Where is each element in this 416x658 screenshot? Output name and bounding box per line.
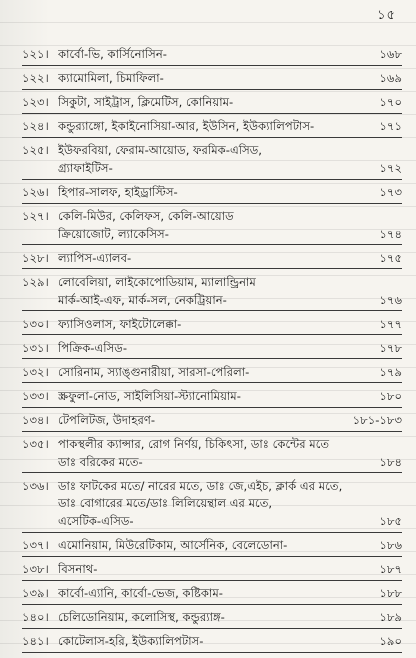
entry-title: ডাঃ বোগারের মতে/ডাঃ লিলিয়েন্থাল এর মতে, <box>58 496 273 511</box>
divider-rule <box>22 407 402 408</box>
entry-number: ১২৯। <box>22 274 49 289</box>
entry-title: গ্র্যাফাইটিস- <box>58 160 113 175</box>
toc-entry-line <box>22 208 402 226</box>
toc-entry <box>22 340 402 360</box>
divider-rule <box>22 604 402 605</box>
toc-entry-line <box>22 46 402 64</box>
divider-rule <box>22 652 402 653</box>
entry-number: ১২১। <box>22 47 49 61</box>
entry-title: স্ক্রফুলা-নোড, সাইলিসিয়া-স্ট্যানোমিয়াম- <box>58 388 241 403</box>
entry-title: চেলিডোনিয়াম, কলোসিস্থ, কন্ডুর‍্যাঙ্গ- <box>58 610 225 625</box>
entry-page-ref: ১৮৫ <box>379 513 402 528</box>
entry-number: ১৩০। <box>22 316 49 331</box>
entry-page-ref: ১৭১ <box>379 119 402 134</box>
toc-entry-line <box>22 160 402 178</box>
entry-number: ১২৩। <box>22 95 49 110</box>
entry-title: এসেটিক-এসিড- <box>58 513 134 528</box>
entry-title: টেপলিটজ, উদাহরণ- <box>58 413 156 427</box>
divider-rule <box>22 382 402 383</box>
toc-entry <box>22 70 402 90</box>
entry-number: ১২২। <box>22 71 49 86</box>
toc-entry <box>22 412 402 432</box>
entry-page-ref: ১৭৮ <box>379 340 402 355</box>
entry-page-ref: ১৮৬ <box>379 538 402 553</box>
entry-title: ল্যাপিস-এ্যালব- <box>58 250 132 265</box>
toc-entry-line <box>22 142 402 160</box>
entry-page-ref: ১৭০ <box>379 95 402 110</box>
divider-rule <box>22 310 402 311</box>
entry-title: কার্বো-ভি, কার্সিনোসিন- <box>58 47 167 61</box>
entry-page-ref: ১৮০ <box>379 388 402 403</box>
toc-entry-line <box>22 274 402 292</box>
entry-number: ১৩৭। <box>22 538 49 553</box>
toc-entry <box>22 142 402 179</box>
toc-entry-line <box>22 250 402 268</box>
toc-entry <box>22 46 402 66</box>
entry-number: ১৩৬। <box>22 478 49 493</box>
toc-entry-line <box>22 561 402 579</box>
toc-entry-line <box>22 478 402 496</box>
entry-title: ক্যামোমিলা, চিমাফিলা- <box>58 71 164 86</box>
toc-entry <box>22 609 402 629</box>
toc-entry <box>22 585 402 605</box>
entry-title: মার্ক-আই-এফ, মার্ক-সল, নেকট্রিয়ান- <box>58 292 227 307</box>
entry-title: সোরিনাম, স্যাঙ্গুনারীয়া, সারসা-পেরিলা- <box>58 364 250 379</box>
toc-entry-line <box>22 585 402 603</box>
toc-entry-line <box>22 537 402 555</box>
entry-page-ref: ১৭৩ <box>379 185 402 200</box>
entry-number: ১৩৯। <box>22 586 49 601</box>
divider-rule <box>22 137 402 138</box>
entry-page-ref: ১৮১-১৮৩ <box>352 413 402 427</box>
toc-entry-line <box>22 412 402 430</box>
entry-page-ref: ১৮৪ <box>379 454 402 469</box>
entry-number: ১৩৩। <box>22 388 49 403</box>
entry-title: ডাঃ বরিকের মতে- <box>58 454 143 469</box>
toc-entry <box>22 118 402 138</box>
entry-number: ১৪০। <box>22 610 49 625</box>
entry-page-ref: ১৮৮ <box>379 586 402 601</box>
toc-entry <box>22 274 402 311</box>
entry-title: পাকস্থলীর ক্যান্সার, রোগ নির্ণয়, চিকিৎসা, ডাঃ কেন্টের মতে <box>58 437 330 452</box>
entry-title: পিক্রিক-এসিড- <box>58 340 128 355</box>
entry-page-ref: ১৭৯ <box>379 364 402 379</box>
divider-rule <box>22 268 402 269</box>
divider-rule <box>22 113 402 114</box>
entry-page-ref: ১৮৭ <box>379 562 402 577</box>
toc-entry <box>22 478 402 533</box>
entry-page-ref: ১৭৪ <box>379 226 402 241</box>
toc-entry-line <box>22 340 402 358</box>
toc-entry <box>22 561 402 581</box>
toc-entry-line <box>22 94 402 112</box>
entry-number: ১৩৫। <box>22 437 49 452</box>
toc-entry <box>22 184 402 204</box>
toc-entry-line <box>22 633 402 651</box>
entry-page-ref: ১৬৯ <box>379 71 402 86</box>
divider-rule <box>22 358 402 359</box>
entry-title: কন্ডুর‍্যাঙ্গো, ইকাইনোসিয়া-আর, ইউসিন, ইউক্যালিপটাস- <box>58 119 315 134</box>
entry-page-ref: ১৭৫ <box>379 250 402 265</box>
toc-entry-line <box>22 184 402 202</box>
entry-number: ১৩৪। <box>22 413 49 427</box>
toc-entry <box>22 250 402 270</box>
divider-rule <box>22 472 402 473</box>
toc-entry-line <box>22 436 402 454</box>
entry-title: ডাঃ ফাটকের মতে/ নারের মতে, ডাঃ জে,এইচ, ক্লার্ক এর মতে, <box>58 478 343 493</box>
divider-rule <box>22 65 402 66</box>
toc-entry-line <box>22 118 402 136</box>
toc-entry-line <box>22 70 402 88</box>
entry-number: ১২৬। <box>22 185 49 200</box>
toc-entry <box>22 208 402 245</box>
divider-rule <box>22 334 402 335</box>
entry-page-ref: ১৭২ <box>379 160 402 175</box>
entry-number: ১২৮। <box>22 250 49 265</box>
toc-entry <box>22 537 402 557</box>
entry-number: ১৩১। <box>22 340 49 355</box>
toc-entry-line <box>22 364 402 382</box>
entry-number: ১৪১। <box>22 634 49 649</box>
toc-entry <box>22 316 402 336</box>
toc-entry <box>22 633 402 653</box>
entry-title: লোবেলিয়া, লাইকোপোডিয়াম, ম্যালান্ড্রিনাম <box>58 274 256 289</box>
entry-title: ইউফরবিয়া, ফেরাম-আয়োড, ফরমিক-এসিড, <box>58 143 262 158</box>
toc-entry-line <box>22 513 402 531</box>
entry-page-ref: ১৭৭ <box>379 316 402 331</box>
entry-page-ref: ১৭৬ <box>379 292 402 307</box>
divider-rule <box>22 628 402 629</box>
entry-number: ১৩২। <box>22 364 49 379</box>
divider-rule <box>22 580 402 581</box>
entry-page-ref: ১৯০ <box>379 634 402 649</box>
entry-title: বিসনাথ- <box>58 562 98 577</box>
entry-number: ১২৫। <box>22 143 49 158</box>
entry-number: ১২৭। <box>22 209 49 224</box>
entry-title: কার্বো-এ্যানি, কার্বো-ভেজ, কষ্টিকাম- <box>58 586 223 601</box>
entry-title: কেলি-মিউর, কেলিফস, কেলি-আয়োড <box>58 209 234 224</box>
entry-page-ref: ১৮৯ <box>379 610 402 625</box>
divider-rule <box>22 431 402 432</box>
toc-entry <box>22 436 402 473</box>
toc-entry-line <box>22 609 402 627</box>
toc-entry-line <box>22 454 402 472</box>
toc-entry-line <box>22 316 402 334</box>
toc-entry <box>22 94 402 114</box>
entry-title: এমোনিয়াম, মিউরেটিকাম, আর্সেনিক, বেলেডোনা- <box>58 538 288 553</box>
entry-title: সিকুটা, সাইট্রাস, ক্লিমেটিস, কোনিয়াম- <box>58 95 234 110</box>
toc-entry-line <box>22 495 402 513</box>
entry-title: ফ্যাসিওলাস, ফাইটোলেক্কা- <box>58 316 182 331</box>
toc-entry-line <box>22 226 402 244</box>
divider-rule <box>22 556 402 557</box>
entry-number: ১৩৮। <box>22 562 49 577</box>
entry-title: হিপার-সালফ, হাইড্রাস্টিস- <box>58 185 178 200</box>
entry-number: ১২৪। <box>22 119 49 134</box>
entry-title: ক্রিয়োজোট, ল্যাকেসিস- <box>58 226 169 241</box>
page-number: ১৫ <box>377 8 396 23</box>
toc-entry-line <box>22 292 402 310</box>
divider-rule <box>22 203 402 204</box>
entry-page-ref: ১৬৮ <box>379 47 402 61</box>
divider-rule <box>22 179 402 180</box>
divider-rule <box>22 244 402 245</box>
divider-rule <box>22 89 402 90</box>
divider-rule <box>22 532 402 533</box>
toc-entry-line <box>22 388 402 406</box>
toc-entry <box>22 364 402 384</box>
toc-entry <box>22 388 402 408</box>
table-of-contents <box>22 46 402 658</box>
entry-title: কোটেলাস-হরি, ইউক্যালিপটাস- <box>58 634 204 649</box>
